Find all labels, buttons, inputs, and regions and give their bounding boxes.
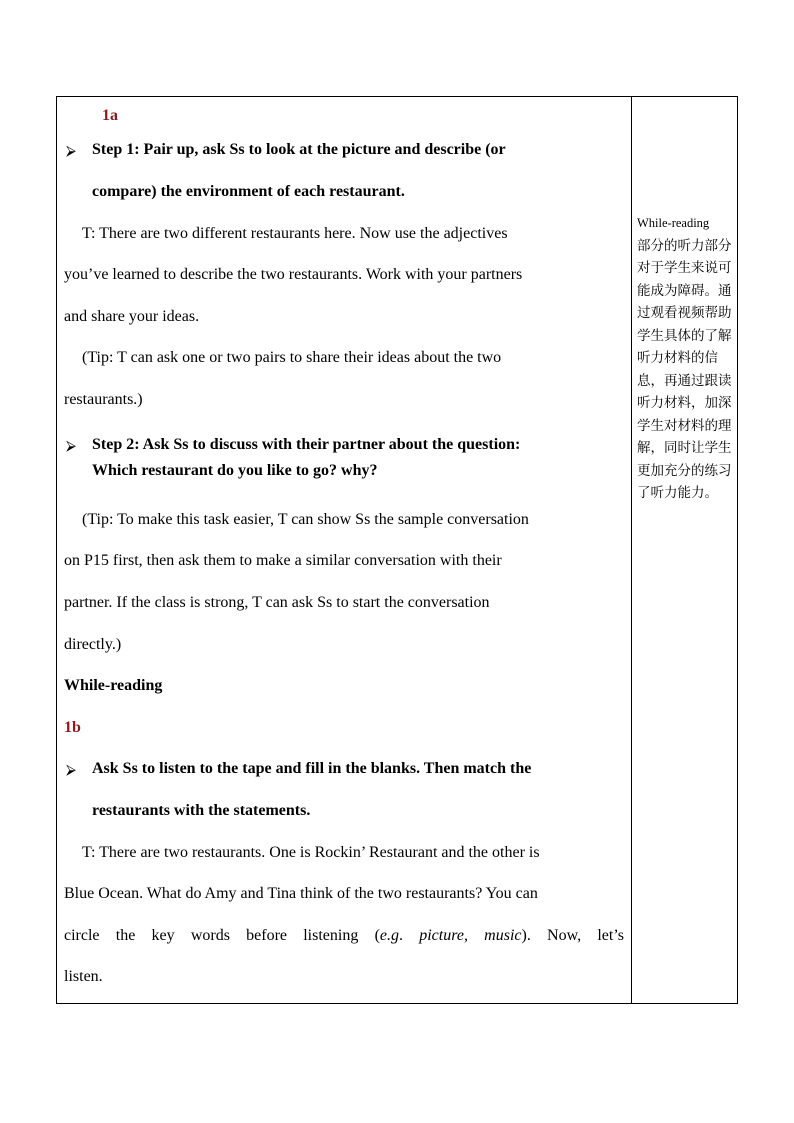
tip2-line3: partner. If the class is strong, T can ask Ss to start the conversation <box>64 594 490 611</box>
lesson-table <box>56 96 738 1004</box>
tip2-line4: directly.) <box>64 636 122 653</box>
task-line2: restaurants with the statements. <box>92 802 311 819</box>
task-line1: Ask Ss to listen to the tape and fill in the blanks. Then match the <box>92 760 532 777</box>
column-divider <box>631 97 632 1003</box>
teacher-line-1: T: There are two different restaurants here. Now use the adjectives <box>82 225 508 242</box>
teacher2-line2: Blue Ocean. What do Amy and Tina think of the two restaurants? You can <box>64 885 538 902</box>
teacher-line-3: and share your ideas. <box>64 308 200 325</box>
tip2-line1: (Tip: To make this task easier, T can show Ss the sample conversation <box>82 511 529 528</box>
step1-line2: compare) the environment of each restaurant. <box>92 183 405 200</box>
step1-line1: Step 1: Pair up, ask Ss to look at the picture and describe (or <box>92 141 506 158</box>
side-note-en: While-reading <box>637 216 710 230</box>
label-1a: 1a <box>102 107 118 124</box>
tip1-line1: (Tip: T can ask one or two pairs to share their ideas about the two <box>82 349 502 366</box>
teacher2-line3: circle the key words before listening (e.g. picture, music). Now, let’s <box>64 927 624 944</box>
while-reading-heading: While-reading <box>64 677 163 694</box>
teacher2-line1: T: There are two restaurants. One is Rockin’ Restaurant and the other is <box>82 844 540 861</box>
label-1b: 1b <box>64 719 81 736</box>
arrow-bullet-icon: ⮚ <box>66 143 76 159</box>
tip1-line2: restaurants.) <box>64 391 143 408</box>
arrow-bullet-icon: ⮚ <box>66 438 76 454</box>
side-note-cell <box>637 212 733 505</box>
tip2-line2: on P15 first, then ask them to make a similar conversation with their <box>64 552 502 569</box>
step2-line2: Which restaurant do you like to go? why? <box>92 462 378 479</box>
teacher2-line4: listen. <box>64 968 103 985</box>
side-note-zh: 部分的听力部分对于学生来说可能成为障碍。通过观看视频帮助学生具体的了解听力材料的信息，再通过跟读听力材料，加深学生对材料的理解，同时让学生更加充分的练习了听力能力。 <box>637 237 732 501</box>
teacher-line-2: you’ve learned to describe the two restaurants. Work with your partners <box>64 266 523 283</box>
arrow-bullet-icon: ⮚ <box>66 762 76 778</box>
step2-line1: Step 2: Ask Ss to discuss with their partner about the question: <box>92 436 521 453</box>
